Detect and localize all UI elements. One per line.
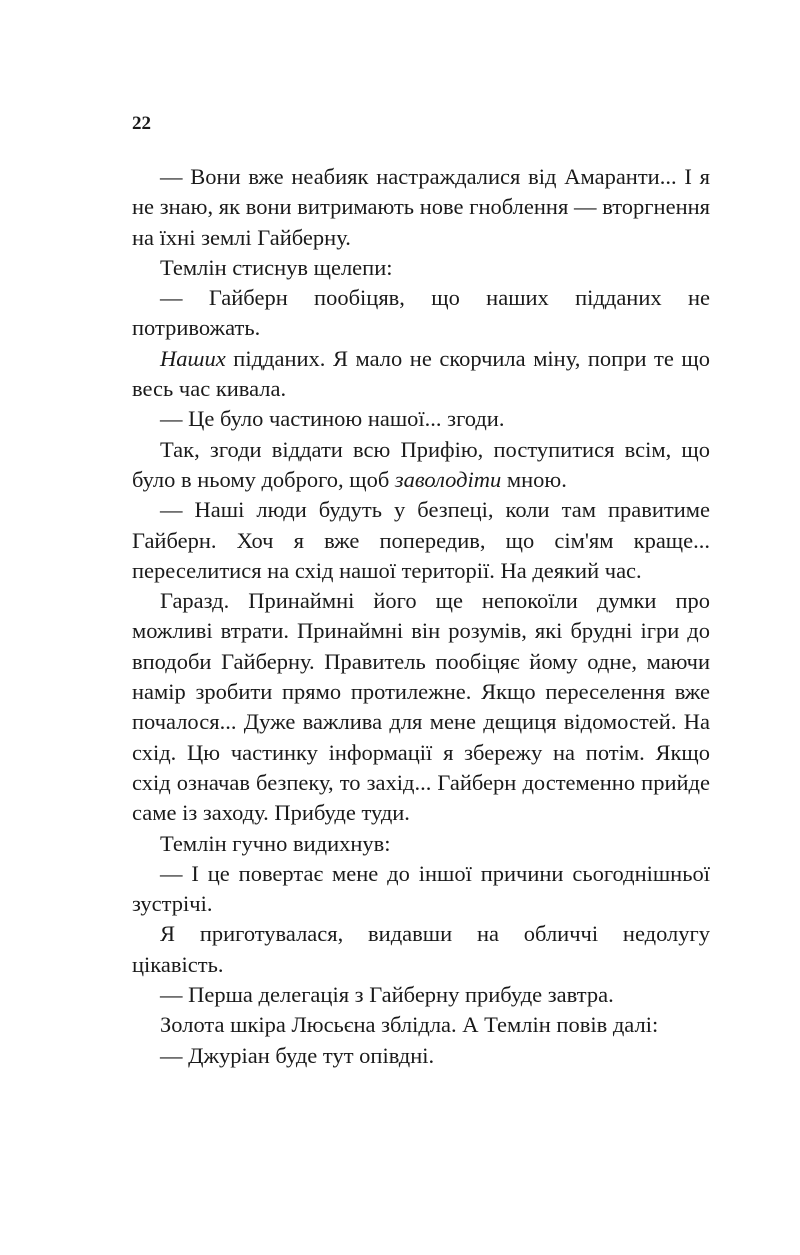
paragraph-4: Наших підданих. Я мало не скорчила міну, попри те що весь час кивала. [132, 345, 710, 402]
paragraph-8: Гаразд. Принаймні його ще непокоїли думки про можливі втрати. Принаймні він розумів, які брудні ігри до вподоби Гайберну. Правитель пообіцяє йому одне, маючи намір зробити прямо протилежне. Якщо переселення вже почалося... Дуже важлива для мене дещиця відомостей. На схід. Цю частинку інформації я збережу на потім. Якщо схід означав безпеку, то захід... Гайберн достеменно прийде саме із заходу. Прибуде туди. [132, 588, 710, 826]
body-text [132, 162, 710, 1071]
paragraph-13: Золота шкіра Люсьєна зблідла. А Темлін повів далі: [160, 1012, 659, 1038]
page-number: 22 [132, 113, 151, 134]
paragraph-5: — Це було частиною нашої... згоди. [160, 406, 505, 432]
paragraph-14: — Джуріан буде тут опівдні. [160, 1042, 435, 1068]
paragraph-6: Так, згоди віддати всю Прифію, поступитися всім, що було в ньому доброго, щоб заволодіти мною. [132, 436, 710, 492]
paragraph-3: — Гайберн пообіцяв, що наших підданих не потривожать. [132, 285, 710, 341]
paragraph-1: — Вони вже неабияк настраждалися від Амаранти... І я не знаю, як вони витримають нове гноблення — вторгнення на їхні землі Гайберну. [132, 164, 710, 250]
paragraph-2: Темлін стиснув щелепи: [160, 254, 393, 280]
paragraph-12: — Перша делегація з Гайберну прибуде завтра. [160, 982, 614, 1008]
paragraph-10: — І це повертає мене до іншої причини сьогоднішньої зустрічі. [132, 860, 710, 917]
emphasis-text: заволодіти [394, 466, 502, 492]
paragraph-7: — Наші люди будуть у безпеці, коли там правитиме Гайберн. Хоч я вже попередив, що сім'ям краще... переселитися на схід нашої території. На деякий час. [132, 497, 710, 583]
emphasis-text: Наших [160, 345, 226, 371]
paragraph-9: Темлін гучно видихнув: [160, 830, 391, 856]
paragraph-11: Я приготувалася, видавши на обличчі недолугу цікавість. [132, 921, 710, 977]
